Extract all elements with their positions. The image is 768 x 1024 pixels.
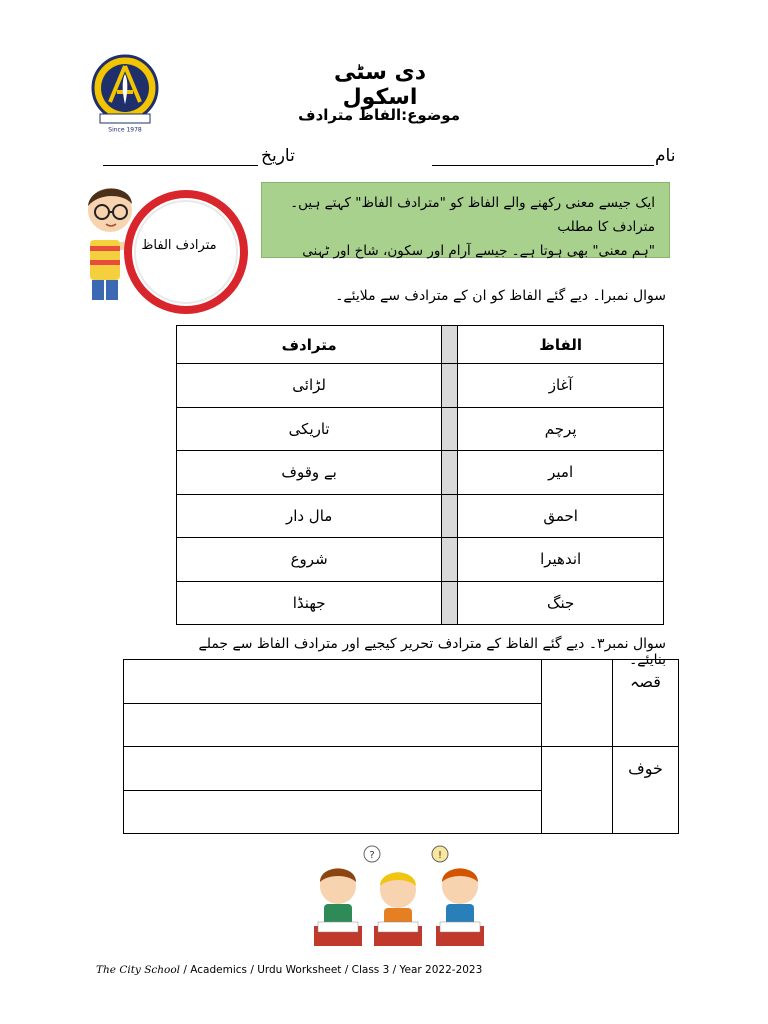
definition-line-1: ایک جیسے معنی رکھنے والے الفاظ کو "مترادف الفاظ" کہتے ہیں۔ مترادف کا مطلب [290, 195, 655, 235]
date-field[interactable] [103, 165, 258, 166]
name-label: نام [655, 146, 676, 166]
synonym-cell: مال دار [177, 494, 442, 538]
match-gap[interactable] [442, 364, 458, 408]
sentence-answer-cell[interactable] [124, 747, 542, 791]
synonym-cell: جھنڈا [177, 581, 442, 625]
date-label: تاریخ [261, 146, 295, 166]
table-row [124, 747, 679, 791]
sentence-answer-cell[interactable] [124, 703, 542, 747]
match-gap[interactable] [442, 451, 458, 495]
page-footer [96, 964, 482, 976]
synonym-cell: شروع [177, 538, 442, 582]
svg-text:?: ? [369, 850, 375, 861]
synonym-cell: تاریکی [177, 407, 442, 451]
illustration-caption: مترادف الفاظ [141, 238, 217, 253]
given-word-cell: خوف [613, 747, 679, 834]
table-row [177, 364, 664, 408]
word-cell: آغاز [458, 364, 664, 408]
word-cell: جنگ [458, 581, 664, 625]
sentence-table [123, 659, 679, 834]
name-field[interactable] [432, 165, 654, 166]
table-row [177, 494, 664, 538]
question-1: سوال نمبرا۔ دیے گئے الفاظ کو ان کے مترادف سے ملایئے۔ [335, 288, 666, 304]
logo-motto: Since 1978 [108, 126, 142, 134]
synonym-cell: بے وقوف [177, 451, 442, 495]
school-logo [90, 52, 160, 134]
school-name: دی سٹی اسکول [334, 60, 426, 110]
word-cell: احمق [458, 494, 664, 538]
definition-line-2: "ہم معنی" بھی ہوتا ہے۔ جیسے آرام اور سکون، شاخ اور ٹہنی [302, 243, 655, 259]
match-gap[interactable] [442, 407, 458, 451]
word-cell: اندھیرا [458, 538, 664, 582]
given-word-cell: قصہ [613, 660, 679, 747]
match-gap[interactable] [442, 581, 458, 625]
header-gap [442, 326, 458, 364]
table-row [177, 407, 664, 451]
sentence-answer-cell[interactable] [124, 790, 542, 834]
matching-table [176, 325, 664, 625]
word-cell: پرچم [458, 407, 664, 451]
synonym-answer-cell[interactable] [542, 747, 613, 834]
definition-box [261, 182, 670, 258]
synonym-answer-cell[interactable] [542, 660, 613, 747]
question-2: سوال نمبر۳۔ دیے گئے الفاظ کے مترادف تحریر کیجیے اور مترادف الفاظ سے جملے بنایئے۔ [198, 636, 666, 668]
table-row [177, 538, 664, 582]
header-synonyms: مترادف [177, 326, 442, 364]
table-header-row [177, 326, 664, 364]
match-gap[interactable] [442, 494, 458, 538]
footer-brand: The City School [96, 964, 181, 976]
table-row [124, 660, 679, 704]
synonym-cell: لڑائی [177, 364, 442, 408]
word-cell: امیر [458, 451, 664, 495]
table-row [177, 451, 664, 495]
footer-path: / Academics / Urdu Worksheet / Class 3 / Year 2022-2023 [180, 964, 483, 976]
sentence-answer-cell[interactable] [124, 660, 542, 704]
match-gap[interactable] [442, 538, 458, 582]
kids-reading-illustration [300, 842, 500, 952]
header-words: الفاظ [458, 326, 664, 364]
worksheet-subject: موضوع:الفاظ مترادف [298, 106, 460, 124]
svg-text:!: ! [437, 850, 443, 861]
table-row [177, 581, 664, 625]
